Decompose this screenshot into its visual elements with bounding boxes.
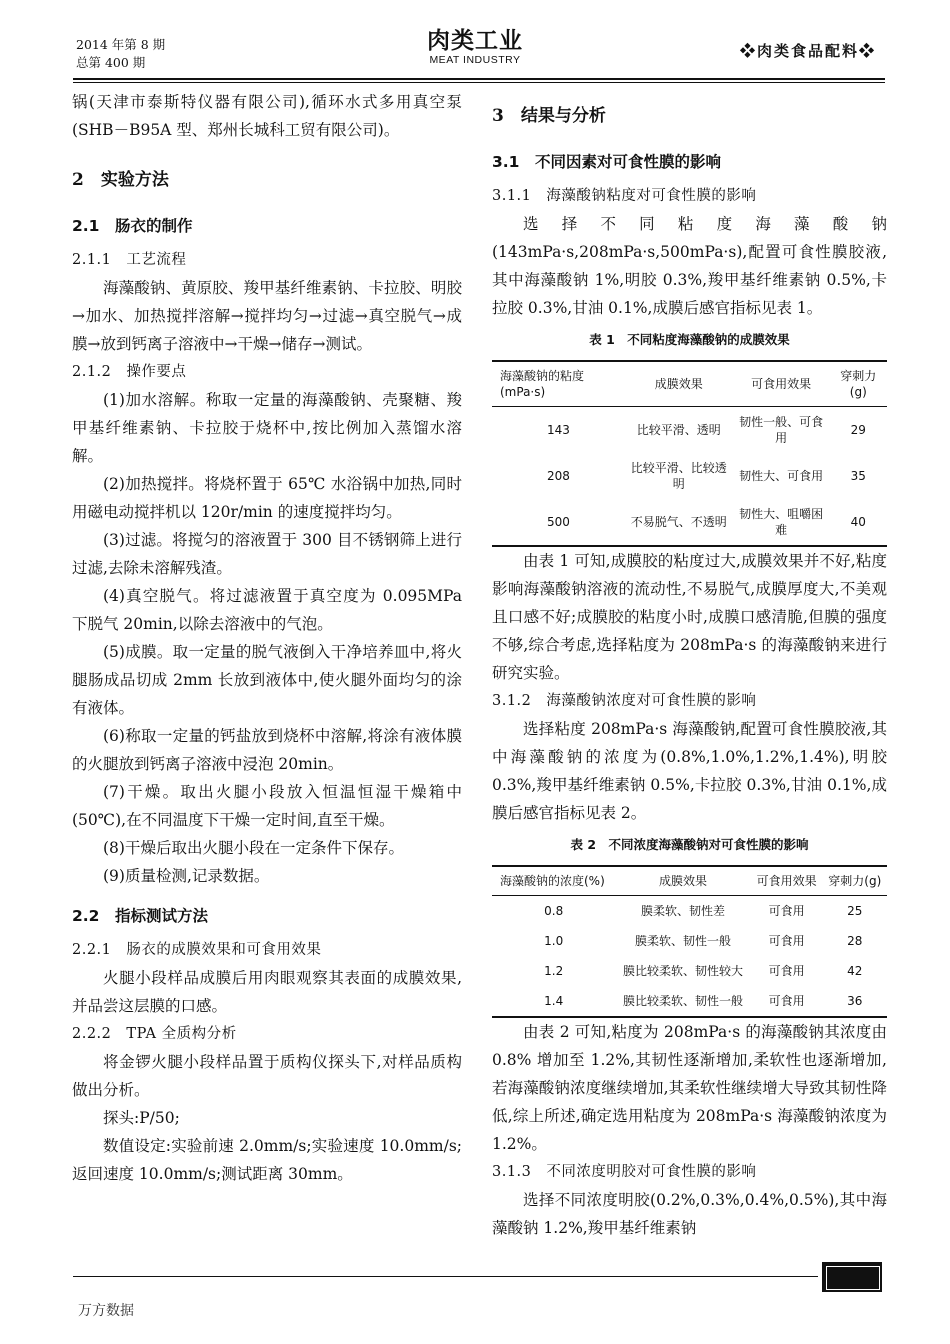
table-row (492, 407, 887, 454)
table-cell: 143 (546, 423, 570, 437)
table-cell: 可食用 (768, 904, 805, 918)
paragraph-3-1-3: 选择不同浓度明胶(0.2%,0.3%,0.4%,0.5%),其中海藻酸钠 1.2%,羧甲基纤维素钠 (492, 1191, 887, 1237)
table1-header: 可食用效果 (751, 377, 812, 391)
right-column (492, 88, 887, 1242)
heading-3: 3 结果与分析 (492, 106, 606, 126)
table-cell: 比较平滑、比较透明 (630, 461, 727, 491)
table-cell: 0.8 (544, 904, 564, 918)
table-cell: 不易脱气、不透明 (630, 515, 727, 529)
table1-header: 海藻酸钠的粘度(mPa·s) (500, 369, 585, 399)
heading-2-1: 2.1 肠衣的制作 (72, 217, 193, 235)
table-row (492, 453, 887, 499)
paragraph-2-2-1: 火腿小段样品成膜后用肉眼观察其表面的成膜效果,并品尝这层膜的口感。 (72, 969, 462, 1015)
step-8: (8)干燥后取出火腿小段在一定条件下保存。 (103, 839, 404, 857)
step-3: (3)过滤。将搅匀的溶液置于 300 目不锈钢筛上进行过滤,去除未溶解残渣。 (72, 531, 462, 577)
table-cell: 29 (850, 423, 866, 437)
table-cell: 膜比较柔软、韧性较大 (623, 964, 744, 978)
table2-header-row (492, 866, 887, 896)
table-row (492, 896, 887, 927)
paragraph-2-2-2: 将金锣火腿小段样品置于质构仪探头下,对样品质构做出分析。 (72, 1053, 462, 1099)
table2 (492, 865, 887, 1018)
table1 (492, 360, 887, 547)
table-row (492, 499, 887, 546)
table1-header: 成膜效果 (654, 377, 703, 391)
table-cell: 韧性一般、可食用 (739, 415, 824, 445)
table-cell: 可食用 (768, 994, 805, 1008)
step-7: (7)干燥。取出火腿小段放入恒温恒湿干燥箱中(50℃),在不同温度下干燥一定时间,直至干燥。 (72, 783, 462, 829)
heading-2-2-1: 2.2.1 肠衣的成膜效果和可食用效果 (72, 942, 322, 958)
table-cell: 40 (850, 515, 866, 529)
table-row (492, 956, 887, 986)
step-5: (5)成膜。取一定量的脱气液倒入干净培养皿中,将火腿肠成品切成 2mm 长放到液体中,使火腿外面均匀的涂有液体。 (72, 643, 462, 717)
table-cell: 韧性大、咀嚼困难 (739, 507, 824, 537)
table-cell: 韧性大、可食用 (739, 469, 824, 483)
heading-2-1-1: 2.1.1 工艺流程 (72, 252, 187, 268)
watermark: 万方数据 (78, 1303, 134, 1319)
step-2: (2)加热搅拌。将烧杯置于 65℃ 水浴锅中加热,同时用磁电动搅拌机以 120r/min 的速度搅拌均匀。 (72, 475, 462, 521)
step-6: (6)称取一定量的钙盐放到烧杯中溶解,将涂有液体膜的火腿放到钙离子溶液中浸泡 20min。 (72, 727, 462, 773)
step-4: (4)真空脱气。将过滤液置于真空度为 0.095MPa 下脱气 20min,以除去溶液中的气泡。 (72, 587, 462, 633)
table-cell: 膜柔软、韧性一般 (635, 934, 732, 948)
table2-header: 可食用效果 (756, 874, 817, 888)
table-cell: 膜比较柔软、韧性一般 (623, 994, 744, 1008)
table1-header-row (492, 361, 887, 407)
heading-3-1: 3.1 不同因素对可食性膜的影响 (492, 153, 721, 171)
step-9: (9)质量检测,记录数据。 (103, 867, 270, 885)
table1-header: 穿刺力(g) (840, 369, 877, 399)
heading-2-1-2: 2.1.2 操作要点 (72, 364, 187, 380)
journal-title-cn: 肉类工业 (427, 27, 523, 54)
table-cell: 1.4 (544, 994, 564, 1008)
section-label: ❖肉类食品配料❖ (739, 42, 876, 60)
table-row (492, 986, 887, 1017)
footer-rule (73, 1276, 818, 1277)
table-cell: 比较平滑、透明 (636, 423, 721, 437)
paragraph-3-1-1: 选择不同粘度海藻酸钠(143mPa·s,208mPa·s,500mPa·s),配置可食性膜胶液,其中海藻酸钠 1%,明胶 0.3%,羧甲基纤维素钠 0.5%,卡拉胶 0.3%,甘油 0.1%,成膜后感官指标见表 1。 (492, 215, 887, 317)
left-column (72, 88, 462, 1188)
table1-caption: 表 1 不同粘度海藻酸钠的成膜效果 (589, 332, 790, 347)
paragraph-intro: 锅(天津市泰斯特仪器有限公司),循环水式多用真空泵(SHB－B95A 型、郑州长城科工贸有限公司)。 (72, 93, 462, 139)
paragraph-params: 数值设定:实验前速 2.0mm/s;实验速度 10.0mm/s;返回速度 10.0mm/s;测试距离 30mm。 (72, 1137, 462, 1183)
heading-3-1-2: 3.1.2 海藻酸钠浓度对可食性膜的影响 (492, 693, 757, 709)
issue-year: 2014 年第 8 期 (76, 37, 166, 52)
heading-2-2-2: 2.2.2 TPA 全质构分析 (72, 1026, 237, 1042)
paragraph-after-table2: 由表 2 可知,粘度为 208mPa·s 的海藻酸钠其浓度由 0.8% 增加至 1.2%,其韧性逐渐增加,柔软性也逐渐增加,若海藻酸钠浓度继续增加,其柔软性继续增大导致其韧性降低,综上所述,确定选用粘度为 208mPa·s 海藻酸钠浓度为 1.2%。 (492, 1023, 887, 1153)
journal-title-en: MEAT INDUSTRY (429, 54, 521, 66)
table-cell: 可食用 (768, 934, 805, 948)
table-cell: 208 (546, 469, 570, 483)
paragraph-after-table1: 由表 1 可知,成膜胶的粘度过大,成膜效果并不好,粘度影响海藻酸钠溶液的流动性,不易脱气,成膜厚度大,不美观且口感不好;成膜胶的粘度小时,成膜口感清脆,但膜的强度不够,综合考虑,选择粘度为 208mPa·s 的海藻酸钠来进行研究实验。 (492, 552, 887, 682)
page-number-block-inner (826, 1266, 880, 1290)
paragraph-probe: 探头:P/50; (103, 1109, 180, 1127)
table-cell: 1.0 (544, 934, 564, 948)
table-cell: 可食用 (768, 964, 805, 978)
table2-caption: 表 2 不同浓度海藻酸钠对可食性膜的影响 (570, 837, 809, 852)
paragraph-process-flow: 海藻酸钠、黄原胶、羧甲基纤维素钠、卡拉胶、明胶→加水、加热搅拌溶解→搅拌均匀→过滤→真空脱气→成膜→放到钙离子溶液中→干燥→储存→测试。 (72, 279, 462, 353)
table-cell: 36 (847, 994, 863, 1008)
paragraph-3-1-2: 选择粘度 208mPa·s 海藻酸钠,配置可食性膜胶液,其中海藻酸钠的浓度为(0.8%,1.0%,1.2%,1.4%),明胶 0.3%,羧甲基纤维素钠 0.5%,卡拉胶 0.3%,甘油 0.1%,成膜后感官指标见表 2。 (492, 720, 887, 822)
heading-3-1-1: 3.1.1 海藻酸钠粘度对可食性膜的影响 (492, 188, 757, 204)
table-cell: 35 (850, 469, 866, 483)
table-cell: 28 (847, 934, 863, 948)
table-cell: 膜柔软、韧性差 (641, 904, 726, 918)
table-cell: 500 (546, 515, 570, 529)
table-cell: 42 (847, 964, 863, 978)
header-rule-thin (73, 82, 885, 83)
table-cell: 1.2 (544, 964, 564, 978)
table2-header: 成膜效果 (659, 874, 708, 888)
heading-2: 2 实验方法 (72, 170, 169, 190)
heading-3-1-3: 3.1.3 不同浓度明胶对可食性膜的影响 (492, 1164, 757, 1180)
table-row (492, 926, 887, 956)
table2-header: 海藻酸钠的浓度(%) (500, 874, 605, 888)
header-rule (73, 78, 885, 80)
table2-header: 穿刺力(g) (828, 874, 882, 888)
table-cell: 25 (847, 904, 863, 918)
issue-total: 总第 400 期 (76, 55, 146, 70)
heading-2-2: 2.2 指标测试方法 (72, 907, 208, 925)
step-1: (1)加水溶解。称取一定量的海藻酸钠、壳聚糖、羧甲基纤维素钠、卡拉胶于烧杯中,按比例加入蒸馏水溶解。 (72, 391, 462, 465)
journal-masthead (385, 28, 565, 66)
issue-info (76, 36, 165, 72)
